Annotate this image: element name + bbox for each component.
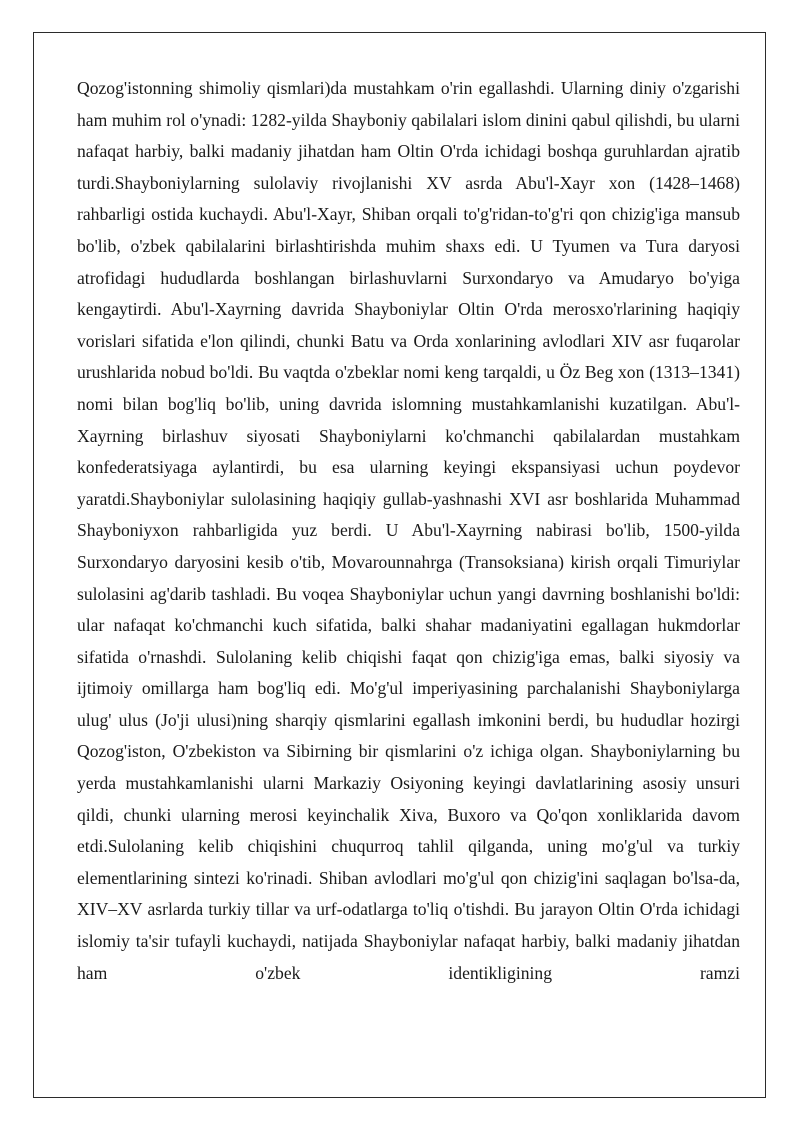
body-paragraph: Qozog'istonning shimoliy qismlari)da mustahkam o'rin egallashdi. Ularning diniy o'zgarishi ham muhim rol o'ynadi: 1282-yilda Shayboniy qabilalari islom dinini qabul qilishdi, bu ularni nafaqat harbiy, balki madaniy jihatdan ham Oltin O'rda ichidagi boshqa guruhlardan ajratib turdi.Shayboniylarning sulolaviy rivojlanishi XV asrda Abu'l-Xayr xon (1428–1468) rahbarligi ostida kuchaydi. Abu'l-Xayr, Shiban orqali to'g'ridan-to'g'ri qon chizig'iga mansub bo'lib, o'zbek qabilalarini birlashtirishda muhim shaxs edi. U Tyumen va Tura daryosi atrofidagi hududlarda boshlangan birlashuvlarni Surxondaryo va Amudaryo bo'yiga kengaytirdi. Abu'l-Xayrning davrida Shayboniylar Oltin O'rda merosxo'rlarining haqiqiy vorislari sifatida e'lon qilindi, chunki Batu va Orda xonlarining avlodlari XIV asr fuqarolar urushlarida nobud bo'ldi. Bu vaqtda o'zbeklar nomi keng tarqaldi, u Öz Beg xon (1313–1341) nomi bilan bog'liq bo'lib, uning davrida islomning mustahkamlanishi kuzatilgan. Abu'l-Xayrning birlashuv siyosati Shayboniylarni ko'chmanchi qabilalardan mustahkam konfederatsiyaga aylantirdi, bu esa ularning keyingi ekspansiyasi uchun poydevor yaratdi.Shayboniylar sulolasining haqiqiy gullab-yashnashi XVI asr boshlarida Muhammad Shayboniyxon rahbarligida yuz berdi. U Abu'l-Xayrning nabirasi bo'lib, 1500-yilda Surxondaryo daryosini kesib o'tib, Movarounnahrga (Transoksiana) kirish orqali Timuriylar sulolasini ag'darib tashladi. Bu voqea Shayboniylar uchun yangi davrning boshlanishi bo'ldi: ular nafaqat ko'chmanchi kuch sifatida, balki shahar madaniyatini egallagan hukmdorlar sifatida o'rnashdi. Sulolaning kelib chiqishi faqat qon chizig'iga emas, balki siyosiy va ijtimoiy omillarga ham bog'liq edi. Mo'g'ul imperiyasining parchalanishi Shayboniylarga ulug' ulus (Jo'ji ulusi)ning sharqiy qismlarini egallash imkonini berdi, bu hududlar hozirgi Qozog'iston, O'zbekiston va Sibirning bir qismlarini o'z ichiga olgan. Shayboniylarning bu yerda mustahkamlanishi ularni Markaziy Osiyoning keyingi davlatlarining asosiy unsuri qildi, chunki ularning merosi keyinchalik Xiva, Buxoro va Qo'qon xonliklarida davom etdi.Sulolaning kelib chiqishini chuqurroq tahlil qilganda, uning mo'g'ul va turkiy elementlarining sintezi ko'rinadi. Shiban avlodlari mo'g'ul qon chizig'ini saqlagan bo'lsa-da, XIV–XV asrlarda turkiy tillar va urf-odatlarga to'liq o'tishdi. Bu jarayon Oltin O'rda ichidagi islomiy ta'sir tufayli kuchaydi, natijada Shayboniylar nafaqat harbiy, balki madaniy jihatdan ham o'zbek identikligining ramzi [77, 78, 740, 983]
